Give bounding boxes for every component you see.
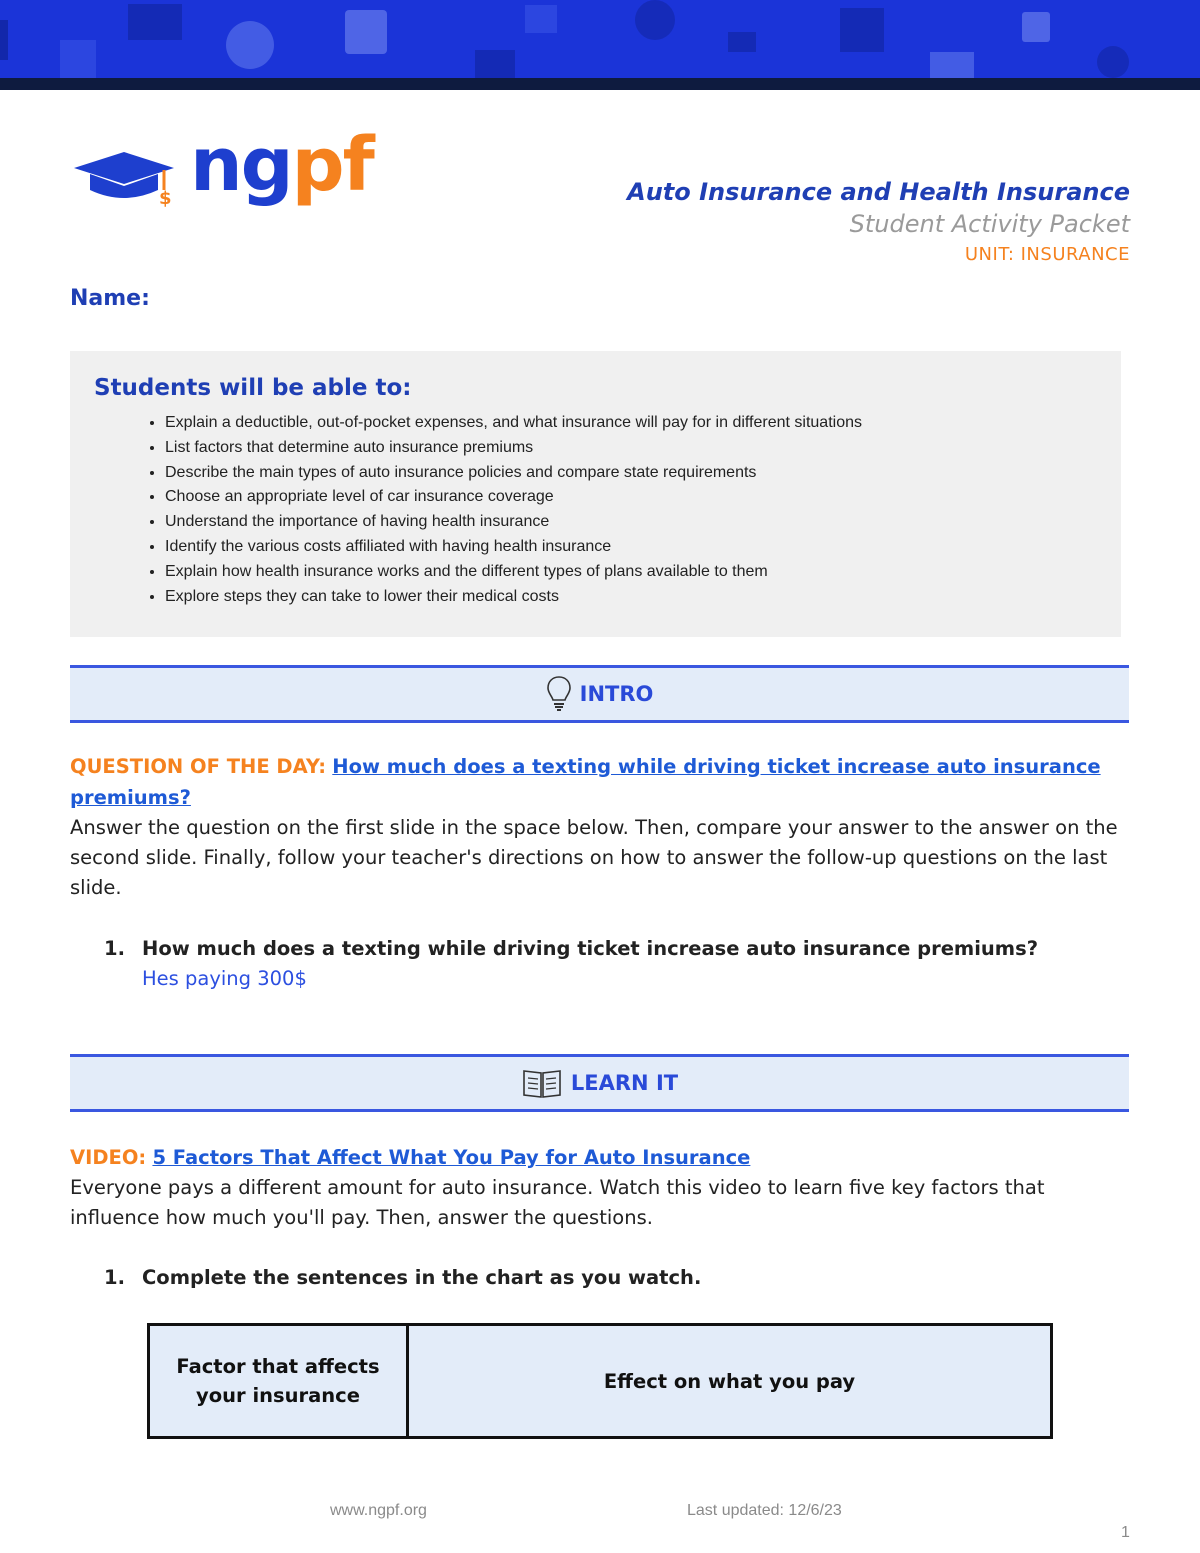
objective-item: • Explore steps they can take to lower their medical costs xyxy=(165,585,862,610)
objective-item: • Choose an appropriate level of car insurance coverage xyxy=(165,485,862,510)
ngpf-logo xyxy=(70,122,373,216)
question-number: 1. xyxy=(104,1266,125,1289)
question-text: Complete the sentences in the chart as you watch. xyxy=(142,1266,702,1289)
intro-section-header xyxy=(70,665,1129,723)
question-of-the-day xyxy=(70,752,1130,813)
table-header-factor: Factor that affects your insurance xyxy=(149,1325,408,1438)
learn-it-instructions: Everyone pays a different amount for auto insurance. Watch this video to learn five key factors that influence how much you'll pay. Then, answer the questions. xyxy=(70,1176,1045,1230)
page-number: 1 xyxy=(1121,1524,1130,1541)
objectives-heading: Students will be able to: xyxy=(94,375,412,401)
qotd-link[interactable]: How much does a texting while driving ticket increase auto insurance premiums? xyxy=(70,755,1101,809)
video-reference xyxy=(70,1143,1130,1174)
objective-item: • Explain a deductible, out-of-pocket expenses, and what insurance will pay for in different situations xyxy=(165,411,862,436)
intro-instructions: Answer the question on the first slide in the space below. Then, compare your answer to the answer on the second slide. Finally, follow your teacher's directions on how to answer the follow-up questions on the last slide. xyxy=(70,816,1118,900)
question-text: How much does a texting while driving ticket increase auto insurance premiums? xyxy=(142,937,1039,960)
objectives-box xyxy=(70,351,1121,637)
document-title-block xyxy=(627,176,1130,270)
video-link[interactable]: 5 Factors That Affect What You Pay for Auto Insurance xyxy=(152,1146,751,1169)
student-answer[interactable]: Hes paying 300$ xyxy=(142,967,307,990)
video-label: VIDEO: xyxy=(70,1146,147,1169)
table-header-effect: Effect on what you pay xyxy=(408,1325,1052,1438)
graduation-cap-icon xyxy=(70,146,180,226)
document-subtitle: Student Activity Packet xyxy=(849,210,1130,238)
question-number: 1. xyxy=(104,937,125,960)
open-book-icon xyxy=(521,1067,563,1099)
footer-url[interactable]: www.ngpf.org xyxy=(330,1502,427,1519)
banner-pattern xyxy=(0,0,1200,80)
lightbulb-icon xyxy=(546,675,572,713)
name-label: Name: xyxy=(70,286,150,311)
logo-wordmark: ngpf xyxy=(190,122,373,208)
intro-section-label: INTRO xyxy=(579,682,654,706)
objectives-list xyxy=(130,411,862,609)
objective-item: • Identify the various costs affiliated with having health insurance xyxy=(165,535,862,560)
objective-item: • Explain how health insurance works and the different types of plans available to them xyxy=(165,560,862,585)
objective-item: • Understand the importance of having health insurance xyxy=(165,510,862,535)
unit-label: UNIT: INSURANCE xyxy=(964,244,1130,265)
table-header-row xyxy=(149,1325,1052,1438)
document-title: Auto Insurance and Health Insurance xyxy=(627,178,1130,206)
banner-bottom-strip xyxy=(0,78,1200,90)
factors-chart-table xyxy=(147,1323,1053,1439)
qotd-label: QUESTION OF THE DAY: xyxy=(70,755,327,778)
learn-it-question xyxy=(104,1263,1124,1293)
svg-text:$: $ xyxy=(159,188,172,209)
objective-item: • Describe the main types of auto insurance policies and compare state requirements xyxy=(165,461,862,486)
objective-item: • List factors that determine auto insurance premiums xyxy=(165,436,862,461)
learn-it-section-label: LEARN IT xyxy=(570,1071,679,1095)
header-banner xyxy=(0,0,1200,80)
learn-it-section-header xyxy=(70,1054,1129,1112)
intro-question xyxy=(104,934,1124,994)
footer-last-updated: Last updated: 12/6/23 xyxy=(687,1502,842,1519)
